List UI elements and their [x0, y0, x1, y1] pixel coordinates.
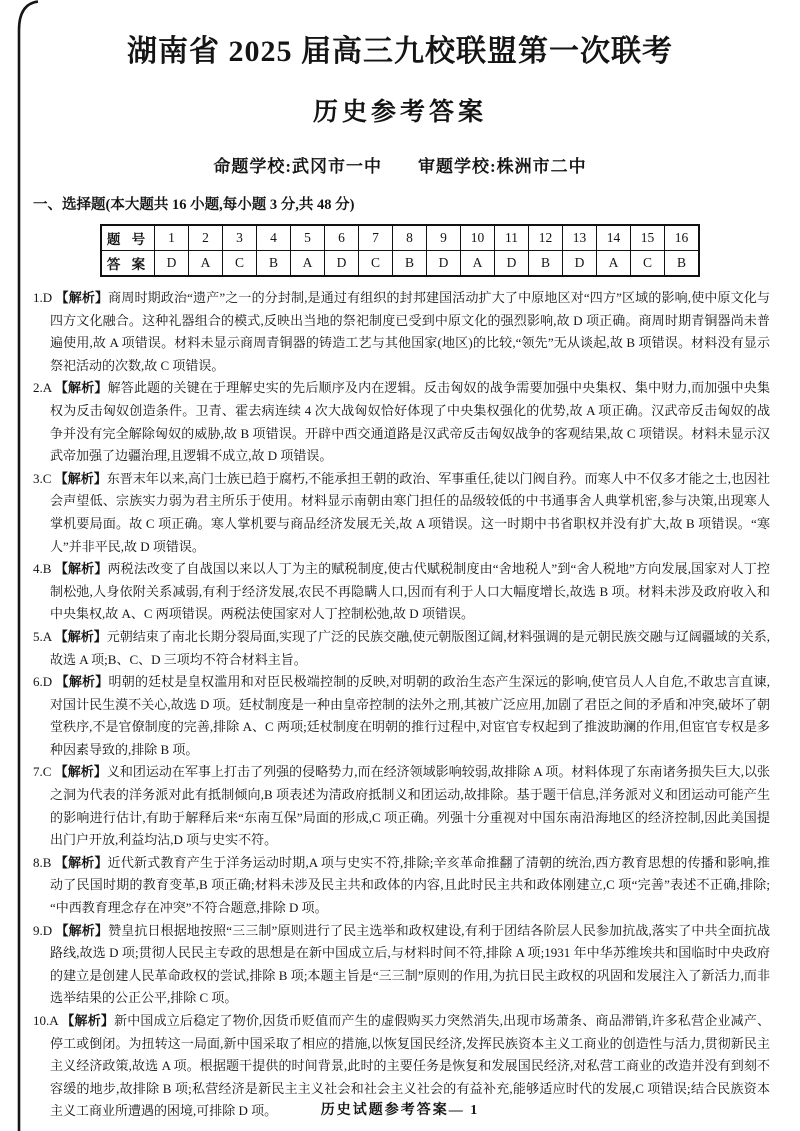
answer-cell: C: [359, 251, 393, 277]
question-number-cell: 9: [427, 225, 461, 251]
explanation-text: 两税法改变了自战国以来以人丁为主的赋税制度,使古代赋税制度由“舍地税人”到“舍人税地”方向发展,国家对人丁控制松弛,人身依附关系减弱,有利于经济发展,农民不再隐瞒人口,因而有利于人口大幅度增长,故选 B 项。材料未涉及政府收入和中央集权,故 A、C 两项错误。两税法使国家对人丁控制松弛,故 D 项错误。: [50, 561, 770, 622]
question-number-cell: 13: [563, 225, 597, 251]
explanation-text: 明朝的廷杖是皇权滥用和对臣民极端控制的反映,对明朝的政治生态产生深远的影响,使官员人人自危,不敢忠言直谏,对国计民生漠不关心,故选 D 项。廷杖制度是一种由皇帝控制的法外之刑,其被广泛应用,加剧了君臣之间的矛盾和冲突,破坏了朝堂秩序,不是官僚制度的完善,排除 A、C 两项;廷杖制度在明朝的推行过程中,对宦官专权起到了推波助澜的作用,但宦官专权是多种因素导致的,排除 B 项。: [50, 674, 770, 757]
explanation-text: 解答此题的关键在于理解史实的先后顺序及内在逻辑。反击匈奴的战争需要加强中央集权、集中财力,而加强中央集权为反击匈奴创造条件。卫青、霍去病连续 4 次大战匈奴恰好体现了中央集权强化的优势,故 A 项正确。汉武帝反击匈奴的战争并没有完全解除匈奴的威胁,故 B 项错误。开辟中西交通道路是汉武帝反击匈奴战争的客观结果,故 C 项错误。材料未显示汉武帝加强了边疆治理,且逻辑不成立,故 D 项错误。: [50, 380, 770, 464]
answer-cell: D: [427, 251, 461, 277]
question-number-cell: 8: [393, 225, 427, 251]
question-number-cell: 6: [325, 225, 359, 251]
explanation-item: [33, 920, 770, 1010]
answer-cell: A: [189, 251, 223, 277]
answer-cell: C: [223, 251, 257, 277]
question-number-cell: 7: [359, 225, 393, 251]
explanation-item: [33, 852, 770, 920]
explanation-item: [33, 468, 770, 558]
schools-line: 命题学校:武冈市一中 审题学校:株洲市二中: [213, 157, 587, 176]
explanation-text: 元朝结束了南北长期分裂局面,实现了广泛的民族交融,使元朝版图辽阔,材料强调的是元朝民族交融与辽阔疆域的关系,故选 A 项;B、C、D 三项均不符合材料主旨。: [50, 628, 770, 667]
explanation-answer-number: 9.D: [33, 922, 56, 938]
explanation-label: 【解析】: [55, 922, 109, 938]
explanation-item: [33, 761, 770, 851]
question-number-cell: 11: [495, 225, 529, 251]
explanation-label: 【解析】: [54, 380, 108, 396]
explanation-answer-number: 1.D: [33, 290, 56, 305]
explanation-label: 【解析】: [54, 854, 108, 870]
answer-table: [100, 224, 700, 277]
answer-cell: B: [665, 251, 700, 277]
explanation-item: [33, 287, 770, 377]
answer-cell: B: [257, 251, 291, 277]
question-number-cell: 14: [597, 225, 631, 251]
question-number-cell: 4: [257, 225, 291, 251]
explanation-text: 东晋末年以来,高门士族已趋于腐朽,不能承担王朝的政治、军事重任,徒以门阀自矜。而寒人中不仅多才能之士,也因社会声望低、宗族实力弱为君主所乐于使用。材料显示南朝由寒门担任的品级较低的中书通事舍人典掌机密,参与决策,出现寒人掌机要局面。故 C 项正确。寒人掌机要与商品经济发展无关,故 A 项错误。这一时期中书省职权并没有扩大,故 B 项错误。“寒人”并非平民,故 D 项错误。: [50, 470, 770, 554]
page-title: 湖南省 2025 届高三九校联盟第一次联考: [127, 35, 673, 68]
answer-cell: C: [631, 251, 665, 277]
explanations-list: [33, 287, 770, 1123]
explanation-answer-number: 4.B: [33, 561, 55, 577]
explanation-label: 【解析】: [54, 628, 107, 644]
explanation-item: [33, 377, 770, 467]
question-number-cell: 3: [223, 225, 257, 251]
question-number-cell: 5: [291, 225, 325, 251]
explanation-item: [33, 626, 770, 671]
page-footer: 历史试题参考答案— 1: [320, 1103, 480, 1118]
explanation-label: 【解析】: [54, 561, 108, 577]
explanation-answer-number: 10.A: [33, 1013, 62, 1028]
explanation-text: 赞皇抗日根据地按照“三三制”原则进行了民主选举和政权建设,有利于团结各阶层人民参加抗战,落实了中共全面抗战路线,故选 D 项;贯彻人民民主专政的思想是在新中国成立后,与材料时间不符,排除 A 项;1931 年中华苏维埃共和国临时中央政府的建立是创建人民革命政权的尝试,排除 B 项;本题主旨是“三三制”原则的作用,为抗日民主政权的巩固和发展注入了新活力,而非选举结果的公正公平,排除 C 项。: [50, 922, 770, 1006]
explanation-label: 【解析】: [55, 674, 109, 690]
answer-cell: A: [291, 251, 325, 277]
row-header-answer: 答 案: [101, 251, 155, 277]
row-header-question-number: 题 号: [101, 225, 155, 251]
answer-cell: D: [495, 251, 529, 277]
question-number-cell: 1: [155, 225, 189, 251]
answer-cell: D: [155, 251, 189, 277]
explanation-answer-number: 8.B: [33, 854, 55, 870]
answer-table-answer-row: [101, 251, 699, 277]
section-heading: 一、选择题(本大题共 16 小题,每小题 3 分,共 48 分): [33, 197, 355, 213]
answer-cell: B: [529, 251, 563, 277]
page-subtitle: 历史参考答案: [312, 98, 487, 126]
explanation-answer-number: 2.A: [33, 380, 55, 396]
explanation-label: 【解析】: [54, 470, 107, 486]
explanation-item: [33, 671, 770, 761]
explanation-text: 近代新式教育产生于洋务运动时期,A 项与史实不符,排除;辛亥革命推翻了清朝的统治,西方教育思想的传播和影响,推动了民国时期的教育变革,B 项正确;材料未涉及民主共和政体的内容,且此时民主共和政体刚建立,C 项“完善”表述不正确,排除;“中西教育理念存在冲突”不符合题意,排除 D 项。: [50, 854, 770, 916]
answer-cell: A: [461, 251, 495, 277]
answer-cell: D: [325, 251, 359, 277]
explanation-answer-number: 7.C: [33, 764, 55, 780]
explanation-item: [33, 558, 770, 626]
explanation-answer-number: 5.A: [33, 628, 55, 644]
answer-table-number-row: [101, 225, 699, 251]
explanation-label: 【解析】: [55, 290, 109, 305]
question-number-cell: 10: [461, 225, 495, 251]
explanation-answer-number: 3.C: [33, 470, 55, 486]
answer-cell: D: [563, 251, 597, 277]
explanation-label: 【解析】: [61, 1013, 115, 1028]
question-number-cell: 12: [529, 225, 563, 251]
explanation-text: 新中国成立后稳定了物价,因货币贬值而产生的虚假购买力突然消失,出现市场萧条、商品滞销,许多私营企业减产、停工或倒闭。为扭转这一局面,新中国采取了相应的措施,以恢复国民经济,发挥民族资本主义工商业的创造性与活力,贯彻新民主主义经济政策,故选 A 项。根据题干提供的时间背景,此时的主要任务是恢复和发展国民经济,对私营工商业的改造并没有到刻不容缓的地步,故排除 B 项;私营经济是新民主主义社会和社会主义社会的有益补充,能够适应时代的发展,C 项错误;结合民族资本主义工商业所遭遇的困境,可排除 D 项。: [50, 1013, 770, 1119]
explanation-text: 义和团运动在军事上打击了列强的侵略势力,而在经济领域影响较弱,故排除 A 项。材料体现了东南诸务损失巨大,以张之洞为代表的洋务派对此有抵制倾向,B 项表述为清政府抵制义和团运动,故排除。基于题干信息,洋务派对义和团运动可能产生的影响进行估计,有助于解释后来“东南互保”局面的形成,C 项正确。列强十分重视对中国东南沿海地区的经济控制,因此美国提出门户开放,利益均沾,D 项与史实不符。: [50, 764, 771, 848]
question-number-cell: 15: [631, 225, 665, 251]
answer-cell: B: [393, 251, 427, 277]
explanation-answer-number: 6.D: [33, 674, 56, 690]
question-number-cell: 2: [189, 225, 223, 251]
answer-cell: A: [597, 251, 631, 277]
explanation-text: 商周时期政治“遗产”之一的分封制,是通过有组织的封邦建国活动扩大了中原地区对“四方”区域的影响,使中原文化与四方文化融合。这种礼器组合的模式,反映出当地的祭祀制度已受到中原文化的强烈影响,故 D 项正确。商周时期青铜器尚未普遍使用,故 A 项错误。材料未显示商周青铜器的铸造工艺与其他国家(地区)的比较,“领先”无从谈起,故 B 项错误。材料没有显示祭祀活动的次数,故 C 项错误。: [50, 290, 770, 373]
explanation-label: 【解析】: [54, 764, 107, 780]
question-number-cell: 16: [665, 225, 700, 251]
